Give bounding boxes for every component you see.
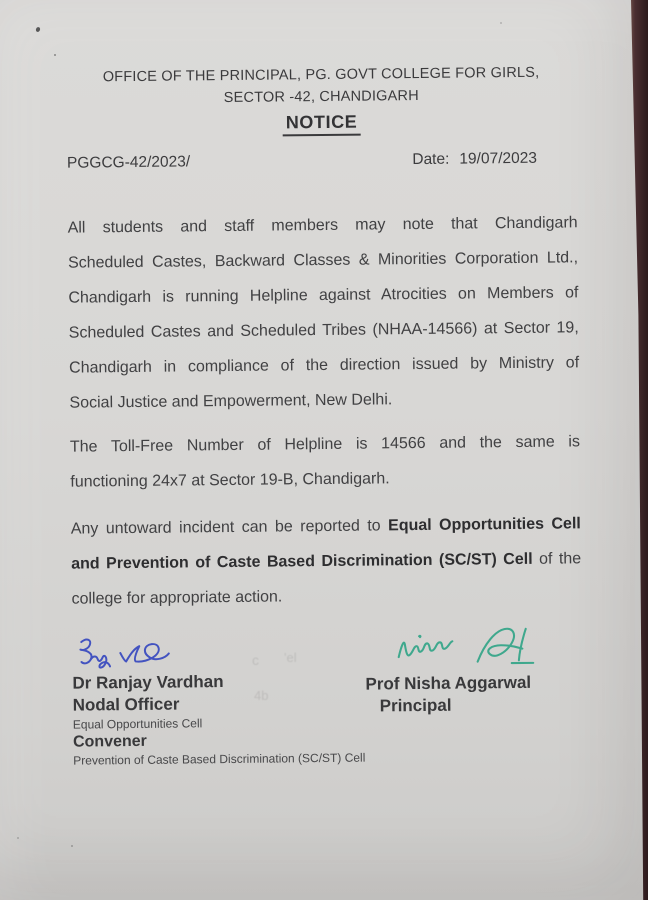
dust-speck — [54, 54, 56, 56]
notice-title-wrap — [66, 109, 576, 138]
para1-line: Scheduled Castes and Scheduled Tribes (NHAA-14566) at Sector 19, — [68, 319, 579, 342]
signatory-cell: Equal Opportunities Cell — [72, 716, 203, 732]
dust-speck — [17, 837, 19, 839]
signatory-name: Dr Ranjay Vardhan — [72, 672, 224, 693]
para3-regular-text: of the — [539, 550, 582, 568]
date-value: 19/07/2023 — [459, 149, 538, 168]
notice-title: NOTICE — [283, 112, 361, 137]
signature-ink-ranjay-vardhan — [72, 632, 177, 671]
para1-line: Chandigarh is running Helpline against Atrocities on Members of — [68, 284, 579, 307]
dust-speck — [71, 845, 73, 847]
para1-line: Scheduled Castes, Backward Classes & Minorities Corporation Ltd., — [67, 249, 579, 272]
office-header-line2: SECTOR -42, CHANDIGARH — [223, 87, 419, 107]
reference-date-row — [67, 149, 577, 172]
para1-line: All students and staff members may note that Chandigarh — [67, 214, 578, 237]
paragraph-2 — [70, 424, 581, 499]
signatory-cell: Prevention of Caste Based Discrimination (SC/ST) Cell — [73, 750, 366, 768]
para2-line: The Toll-Free Number of Helpline is 14566 and the same is — [69, 433, 581, 456]
ink-bleed-artifact: 'el — [284, 650, 297, 665]
para1-line: Chandigarh in compliance of the direction issued by Ministry of — [69, 354, 580, 377]
date — [412, 150, 537, 169]
signatory-right — [365, 627, 583, 765]
reference-number: PGGCG-42/2023/ — [66, 153, 191, 172]
signatory-left — [72, 630, 366, 769]
signatory-role: Convener — [72, 732, 147, 751]
signatory-name: Prof Nisha Aggarwal — [365, 672, 532, 694]
para1-line: Social Justice and Empowerment, New Delhi. — [69, 391, 393, 412]
signatory-role: Nodal Officer — [72, 694, 180, 715]
signature-ink-nisha-aggarwal — [385, 620, 561, 674]
signature-block-row — [72, 627, 583, 768]
para2-line: functioning 24x7 at Sector 19-B, Chandigarh. — [70, 470, 390, 491]
para3-line — [71, 541, 581, 581]
para3-bold-text: and Prevention of Caste Based Discrimination (SC/ST) Cell — [71, 550, 533, 573]
office-header-line1: OFFICE OF THE PRINCIPAL, PG. GOVT COLLEGE FOR GIRLS, — [102, 64, 540, 86]
date-label: Date: — [412, 150, 450, 169]
paragraph-1 — [67, 205, 579, 420]
signatory-role: Principal — [379, 695, 452, 716]
paragraph-3 — [71, 506, 582, 616]
para3-bold-text: Equal Opportunities Cell — [388, 515, 581, 535]
para3-line: college for appropriate action. — [71, 588, 283, 608]
ink-bleed-artifact: c — [252, 652, 259, 668]
para3-regular-text: Any untoward incident can be reported to — [70, 517, 381, 538]
dust-speck — [500, 22, 502, 24]
ink-bleed-artifact: 4b — [254, 688, 269, 703]
para3-line — [71, 506, 581, 546]
